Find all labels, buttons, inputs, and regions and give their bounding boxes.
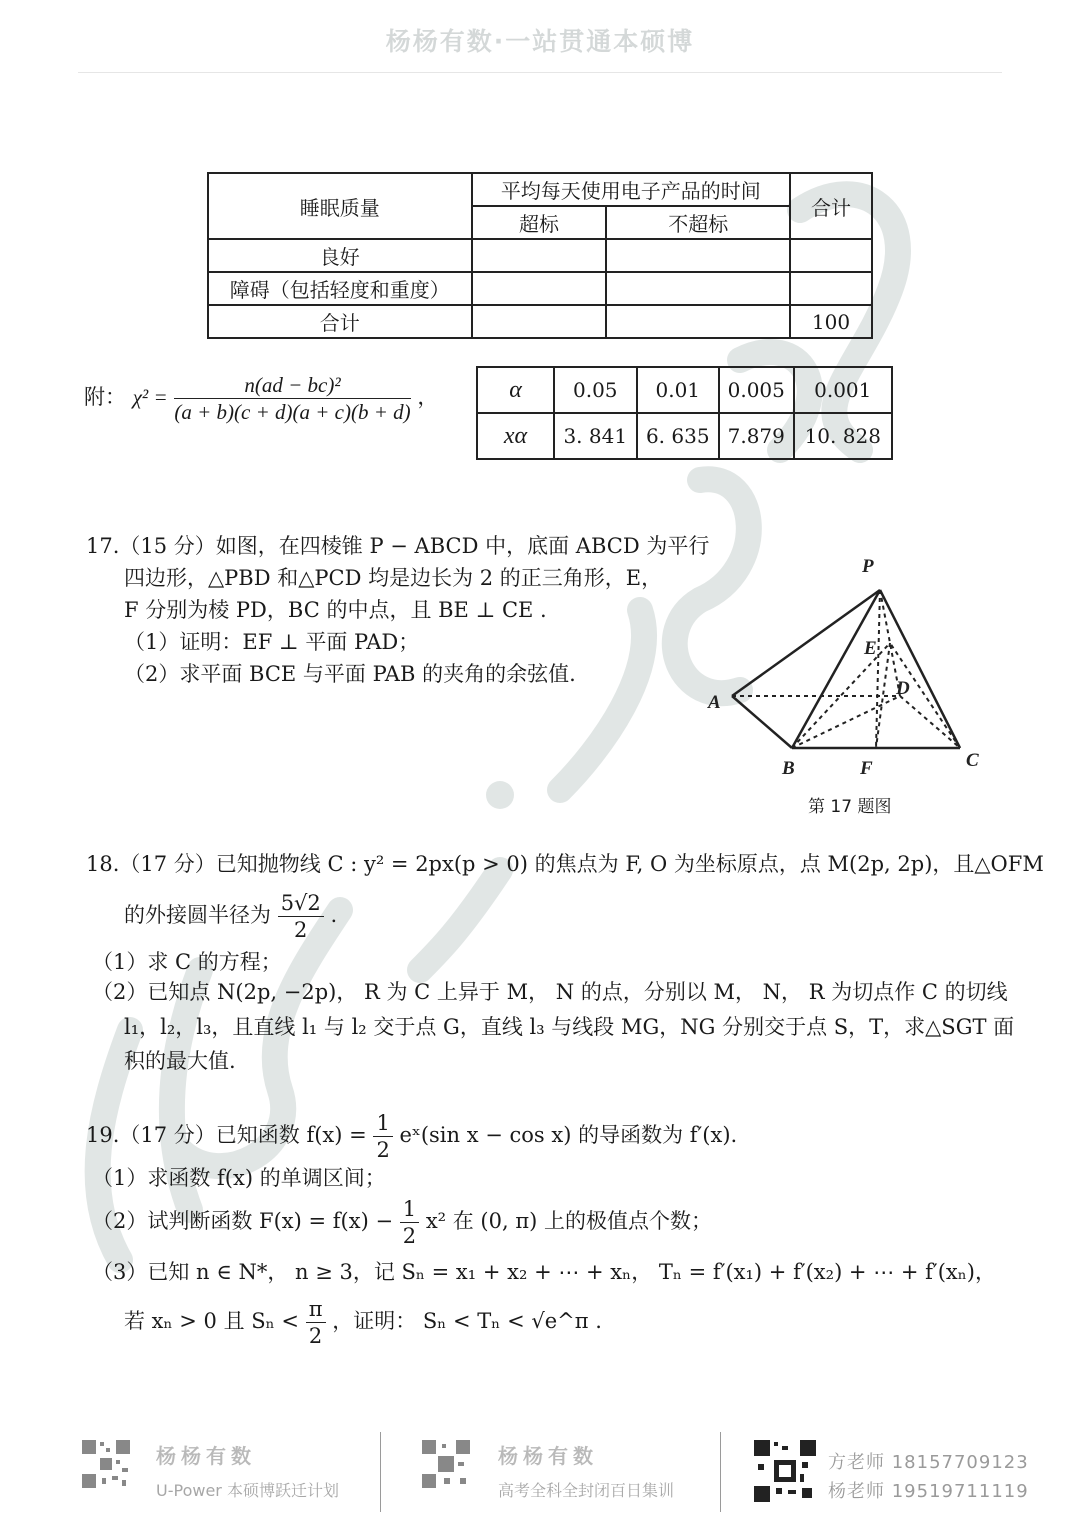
contact-yang: 杨老师 19519711119 [828, 1481, 1029, 1502]
fraction-denominator: 2 [402, 1224, 417, 1248]
cell-empty [606, 305, 790, 338]
q18-part1: （1）求 C 的方程； [92, 950, 282, 974]
fraction-denominator: 2 [294, 918, 308, 942]
q18-line2-post: . [330, 903, 338, 927]
cell-empty [472, 305, 607, 338]
alpha-value: 0.05 [554, 367, 637, 413]
q18-line1: 18.（17 分）已知抛物线 C : y² = 2px(p > 0) 的焦点为 F, O 为坐标原点，点 M(2p, 2p)，且△OFM [86, 852, 1044, 876]
half-fraction [400, 1196, 419, 1249]
q17-line2: 四边形，△PBD 和△PCD 均是边长为 2 的正三角形，E， [124, 566, 663, 590]
fraction-numerator: π [306, 1296, 326, 1323]
page-header-title: 杨杨有数·一站贯通本硕博 [385, 27, 695, 56]
vertex-label-F: F [860, 758, 873, 779]
col-header-sleep: 睡眠质量 [208, 173, 472, 239]
x-alpha-value: 7.879 [719, 413, 794, 459]
cell-grand-total: 100 [790, 305, 872, 338]
x-alpha-value: 10. 828 [794, 413, 893, 459]
alpha-value: 0.005 [719, 367, 794, 413]
footer-subtitle-1: U-Power 本硕博跃迁计划 [156, 1481, 339, 1500]
q19-part3-post: ，证明： Sₙ < Tₙ < √e^π . [332, 1309, 602, 1333]
row-label-good: 良好 [208, 239, 472, 272]
fraction-numerator: 5√2 [278, 890, 324, 917]
fraction-denominator: 2 [308, 1324, 323, 1348]
appendix-label: 附： [84, 385, 126, 409]
edge-PC [880, 590, 960, 748]
edge-AB [732, 696, 792, 748]
qr-code-icon [80, 1438, 132, 1490]
wechat-qr-code-icon [752, 1438, 818, 1504]
q18-part2-line3: 积的最大值. [124, 1049, 236, 1073]
q19-line1-pre: 19.（17 分）已知函数 f(x) = [86, 1123, 367, 1147]
pi-half-fraction [306, 1296, 326, 1349]
q18-line2 [124, 890, 337, 943]
vertex-label-P: P [862, 556, 874, 577]
q18-line2-pre: 的外接圆半径为 [124, 903, 271, 927]
header-divider [78, 72, 1002, 73]
fraction-denominator: 2 [376, 1138, 390, 1162]
q19-part2-post: x² 在 (0, π) 上的极值点个数； [425, 1209, 712, 1233]
edge-PA [732, 590, 880, 696]
q19-line1 [86, 1110, 737, 1163]
vertex-label-D: D [896, 678, 910, 699]
edge-DC [900, 696, 960, 748]
edge-PB [792, 590, 880, 748]
footer-brand-1: 杨杨有数 [156, 1444, 256, 1468]
chi-square-fraction [174, 372, 410, 425]
q19-part2-pre: （2）试判断函数 F(x) = f(x) − [92, 1209, 394, 1233]
fraction-numerator: 1 [373, 1110, 392, 1137]
alpha-label: α [477, 367, 554, 413]
col-header-total: 合计 [790, 173, 872, 239]
x-alpha-value: 3. 841 [554, 413, 637, 459]
cell-empty [790, 239, 872, 272]
q19-part3-pre: 若 xₙ > 0 且 Sₙ < [124, 1309, 300, 1333]
vertex-label-E: E [864, 638, 877, 659]
group-header-time: 平均每天使用电子产品的时间 [472, 173, 790, 206]
subheader-over: 超标 [472, 206, 607, 239]
cell-empty [606, 239, 790, 272]
q17-line1: 17.（15 分）如图，在四棱锥 P − ABCD 中，底面 ABCD 为平行 [86, 534, 710, 558]
appendix-formula [84, 372, 438, 425]
vertex-label-B: B [782, 758, 795, 779]
contact-fang: 方老师 18157709123 [828, 1452, 1029, 1473]
alpha-value: 0.001 [794, 367, 893, 413]
figure-caption: 第 17 题图 [808, 797, 892, 817]
half-fraction [373, 1110, 392, 1163]
fraction-denominator: (a + b)(c + d)(a + c)(b + d) [174, 400, 411, 424]
q17-line3: F 分别为棱 PD，BC 的中点，且 BE ⊥ CE . [124, 598, 547, 622]
q19-line1-post: eˣ(sin x − cos x) 的导函数为 f′(x). [399, 1123, 738, 1147]
x-alpha-value: 6. 635 [637, 413, 720, 459]
q17-part1: （1）证明：EF ⊥ 平面 PAD； [124, 630, 420, 654]
edge-BD [792, 696, 900, 748]
row-label-total: 合计 [208, 305, 472, 338]
critical-value-table [476, 366, 893, 460]
q18-part2-line1: （2）已知点 N(2p, −2p)， R 为 C 上异于 M， N 的点，分别以 M， N， R 为切点作 C 的切线 [92, 980, 1008, 1004]
chi-square-lhs: χ² = [132, 385, 168, 409]
q19-part3-line1: （3）已知 n ∈ N*， n ≥ 3，记 Sₙ = x₁ + x₂ + ⋯ + xₙ， Tₙ = f′(x₁) + f′(x₂) + ⋯ + f′(xₙ)， [92, 1260, 997, 1284]
footer-divider [720, 1432, 721, 1512]
q19-part3-line2 [124, 1296, 602, 1349]
subheader-notover: 不超标 [606, 206, 790, 239]
radius-fraction [278, 890, 324, 943]
cell-empty [472, 239, 607, 272]
appendix-comma: ， [417, 385, 439, 409]
alpha-value: 0.01 [637, 367, 720, 413]
q17-part2: （2）求平面 BCE 与平面 PAB 的夹角的余弦值. [124, 662, 576, 686]
cell-empty [472, 272, 607, 305]
q18-part2-line2: l₁，l₂，l₃，且直线 l₁ 与 l₂ 交于点 G，直线 l₃ 与线段 MG，NG 分别交于点 S，T，求△SGT 面 [124, 1015, 1015, 1039]
vertex-label-C: C [966, 750, 979, 771]
row-label-disorder: 障碍（包括轻度和重度） [208, 272, 472, 305]
footer-divider [380, 1432, 381, 1512]
sleep-quality-table [207, 172, 873, 339]
q19-part1: （1）求函数 f(x) 的单调区间； [92, 1166, 386, 1190]
cell-empty [606, 272, 790, 305]
q19-part2 [92, 1196, 712, 1249]
fraction-numerator: 1 [400, 1196, 419, 1223]
qr-code-icon [420, 1438, 472, 1490]
q17-pyramid-figure [700, 550, 1000, 790]
cell-empty [790, 272, 872, 305]
fraction-numerator: n(ad − bc)² [174, 372, 410, 399]
x-alpha-label: xα [477, 413, 554, 459]
footer-subtitle-2: 高考全科全封闭百日集训 [498, 1481, 675, 1500]
vertex-label-A: A [708, 692, 721, 713]
footer-brand-2: 杨杨有数 [498, 1444, 598, 1468]
